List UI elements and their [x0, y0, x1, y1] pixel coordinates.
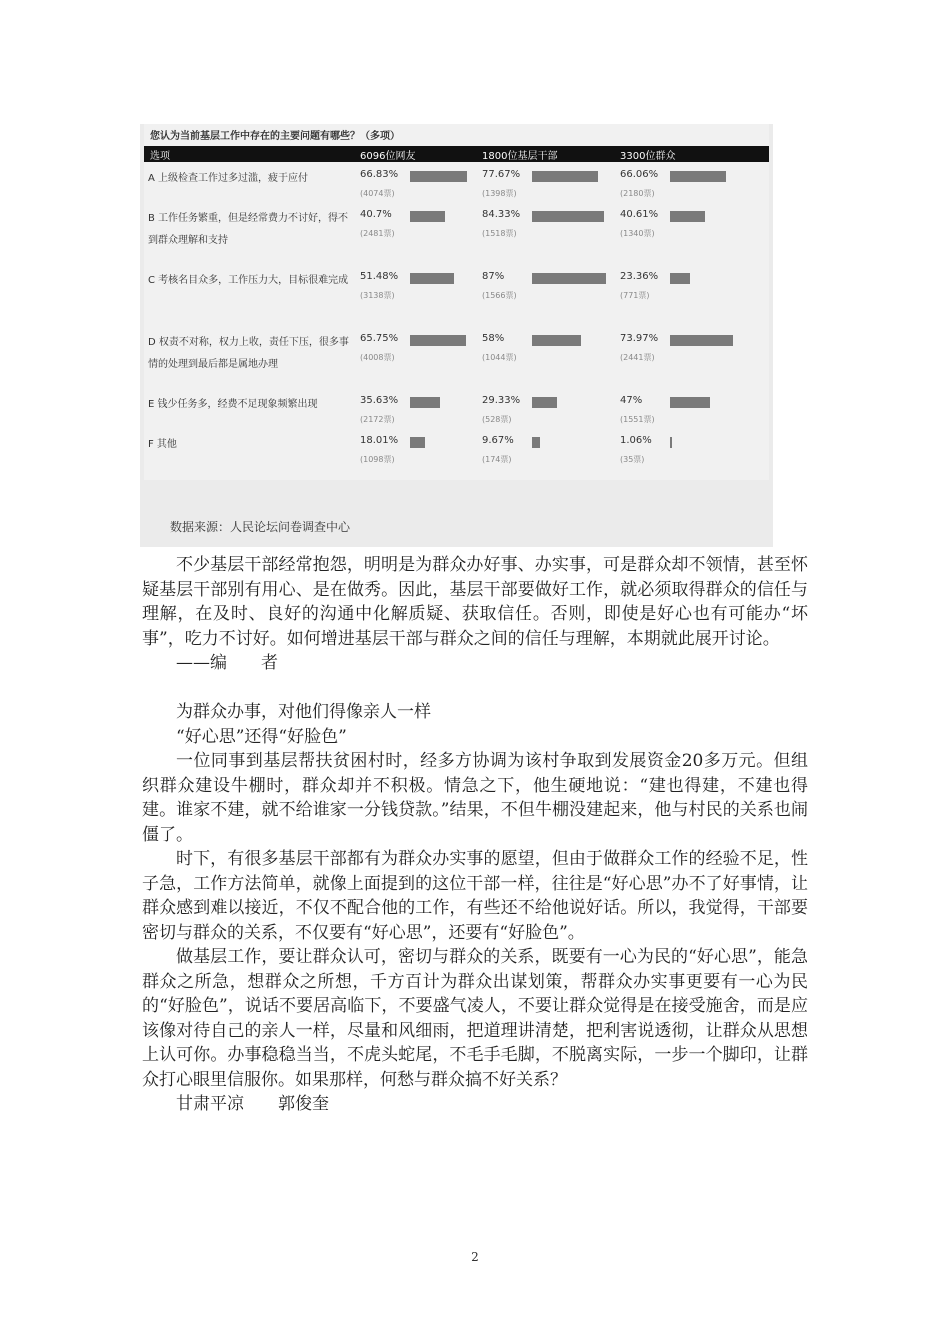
paragraph-1: 一位同事到基层帮扶贫困村时，经多方协调为该村争取到发展资金20多万元。但组织群众建设牛棚时，群众却并不积极。情急之下，他生硬地说：“建也得建，不建也得建。谁家不建，就不给谁家一分钱贷款。”结果，不但牛棚没建起来，他与村民的关系也闹僵了。	[142, 751, 808, 845]
survey-bar	[670, 211, 705, 222]
survey-votes: (2172票)	[360, 415, 395, 424]
survey-votes: (174票)	[482, 455, 512, 464]
survey-percent: 66.83%	[360, 169, 399, 180]
survey-percent: 47%	[620, 395, 643, 406]
survey-percent: 87%	[482, 271, 505, 282]
survey-bar	[410, 273, 454, 284]
survey-percent: 40.61%	[620, 209, 659, 220]
survey-bar	[410, 211, 445, 222]
survey-bar	[532, 397, 557, 408]
survey-votes: (1340票)	[620, 229, 655, 238]
survey-bar	[410, 171, 467, 182]
blank-line	[142, 676, 808, 701]
survey-bar	[532, 437, 540, 448]
paragraph-3: 做基层工作，要让群众认可，密切与群众的关系，既要有一心为民的“好心思”，能急群众之所急，想群众之所想，千方百计为群众出谋划策，帮群众办实事更要有一心为民的“好脸色”，说话不要居高临下，不要盛气凌人，不要让群众觉得是在接受施舍，而是应该像对待自己的亲人一样，尽量和风细雨，把道理讲清楚，把利害说透彻，让群众从思想上认可你。办事稳稳当当，不虎头蛇尾，不毛手毛脚，不脱离实际，一步一个脚印，让群众打心眼里信服你。如果那样，何愁与群众搞不好关系？	[142, 947, 808, 1090]
survey-votes: (1098票)	[360, 455, 395, 464]
survey-votes: (1518票)	[482, 229, 517, 238]
survey-figure	[140, 124, 773, 547]
survey-bar	[410, 335, 466, 346]
survey-bar	[532, 273, 606, 284]
paragraph-2: 时下，有很多基层干部都有为群众办实事的愿望，但由于做群众工作的经验不足，性子急，工作方法简单，就像上面提到的这位干部一样，往往是“好心思”办不了好事情，让群众感到难以接近，不仅不配合他的工作，有些还不给他说好话。所以，我觉得，干部要密切与群众的关系，不仅要有“好心思”，还要有“好脸色”。	[142, 849, 808, 943]
survey-percent: 73.97%	[620, 333, 659, 344]
survey-bar	[532, 335, 581, 346]
survey-percent: 18.01%	[360, 435, 399, 446]
survey-header-row	[144, 146, 769, 162]
survey-percent: 51.48%	[360, 271, 399, 282]
survey-votes: (4008票)	[360, 353, 395, 362]
survey-percent: 1.06%	[620, 435, 652, 446]
survey-bar	[670, 397, 710, 408]
intro-paragraph: 不少基层干部经常抱怨，明明是为群众办好事、办实事，可是群众却不领情，甚至怀疑基层干部别有用心、是在做秀。因此，基层干部要做好工作，就必须取得群众的信任与理解，在及时、良好的沟通中化解质疑、获取信任。否则，即使是好心也有可能办“坏事”，吃力不讨好。如何增进基层干部与群众之间的信任与理解，本期就此展开讨论。	[142, 555, 808, 649]
survey-bar	[670, 273, 690, 284]
survey-percent: 77.67%	[482, 169, 521, 180]
header-netizens: 6096位网友	[360, 151, 416, 162]
survey-option-label: C 考核名目众多，工作压力大，目标很难完成	[148, 275, 349, 286]
survey-votes: (1551票)	[620, 415, 655, 424]
survey-percent: 23.36%	[620, 271, 659, 282]
survey-percent: 40.7%	[360, 209, 392, 220]
survey-bar	[532, 171, 598, 182]
survey-percent: 66.06%	[620, 169, 659, 180]
survey-votes: (1398票)	[482, 189, 517, 198]
survey-option-label: E 钱少任务多，经费不足现象频繁出现	[148, 399, 318, 410]
survey-bar	[410, 437, 425, 448]
survey-bar	[670, 437, 672, 448]
survey-votes: (2481票)	[360, 229, 395, 238]
author-signature: 甘肃平凉 郭俊奎	[176, 1094, 329, 1114]
survey-votes: (771票)	[620, 291, 650, 300]
survey-votes: (1566票)	[482, 291, 517, 300]
survey-votes: (3138票)	[360, 291, 395, 300]
survey-percent: 84.33%	[482, 209, 521, 220]
survey-percent: 35.63%	[360, 395, 399, 406]
page-number: 2	[471, 1250, 479, 1264]
survey-option-label: D 权责不对称，权力上收，责任下压，很多事情的处理到最后都是属地办理	[148, 337, 349, 370]
header-option: 选项	[150, 151, 170, 162]
header-cadres: 1800位基层干部	[482, 151, 558, 162]
survey-percent: 65.75%	[360, 333, 399, 344]
survey-bar	[670, 171, 726, 182]
survey-percent: 58%	[482, 333, 505, 344]
survey-table	[144, 124, 769, 480]
survey-bar	[532, 211, 604, 222]
header-public: 3300位群众	[620, 151, 676, 162]
article-body	[142, 553, 808, 1117]
survey-percent: 29.33%	[482, 395, 521, 406]
survey-votes: (528票)	[482, 415, 512, 424]
survey-bar	[410, 397, 440, 408]
survey-votes: (35票)	[620, 455, 645, 464]
survey-percent: 9.67%	[482, 435, 514, 446]
survey-votes: (2441票)	[620, 353, 655, 362]
survey-votes: (1044票)	[482, 353, 517, 362]
editor-signature: ——编 者	[176, 653, 278, 673]
survey-title: 您认为当前基层工作中存在的主要问题有哪些？（多项）	[150, 131, 400, 142]
survey-bar	[670, 335, 733, 346]
survey-source: 数据来源：人民论坛问卷调查中心	[170, 520, 351, 534]
survey-option-label: A 上级检查工作过多过滥，疲于应付	[148, 173, 309, 184]
article-subheading: “好心思”还得“好脸色”	[176, 726, 347, 747]
survey-votes: (4074票)	[360, 189, 395, 198]
survey-option-label: F 其他	[148, 439, 177, 450]
article-heading: 为群众办事，对他们得像亲人一样	[176, 702, 431, 722]
survey-option-label: B 工作任务繁重，但是经常费力不讨好，得不到群众理解和支持	[148, 213, 349, 246]
survey-votes: (2180票)	[620, 189, 655, 198]
